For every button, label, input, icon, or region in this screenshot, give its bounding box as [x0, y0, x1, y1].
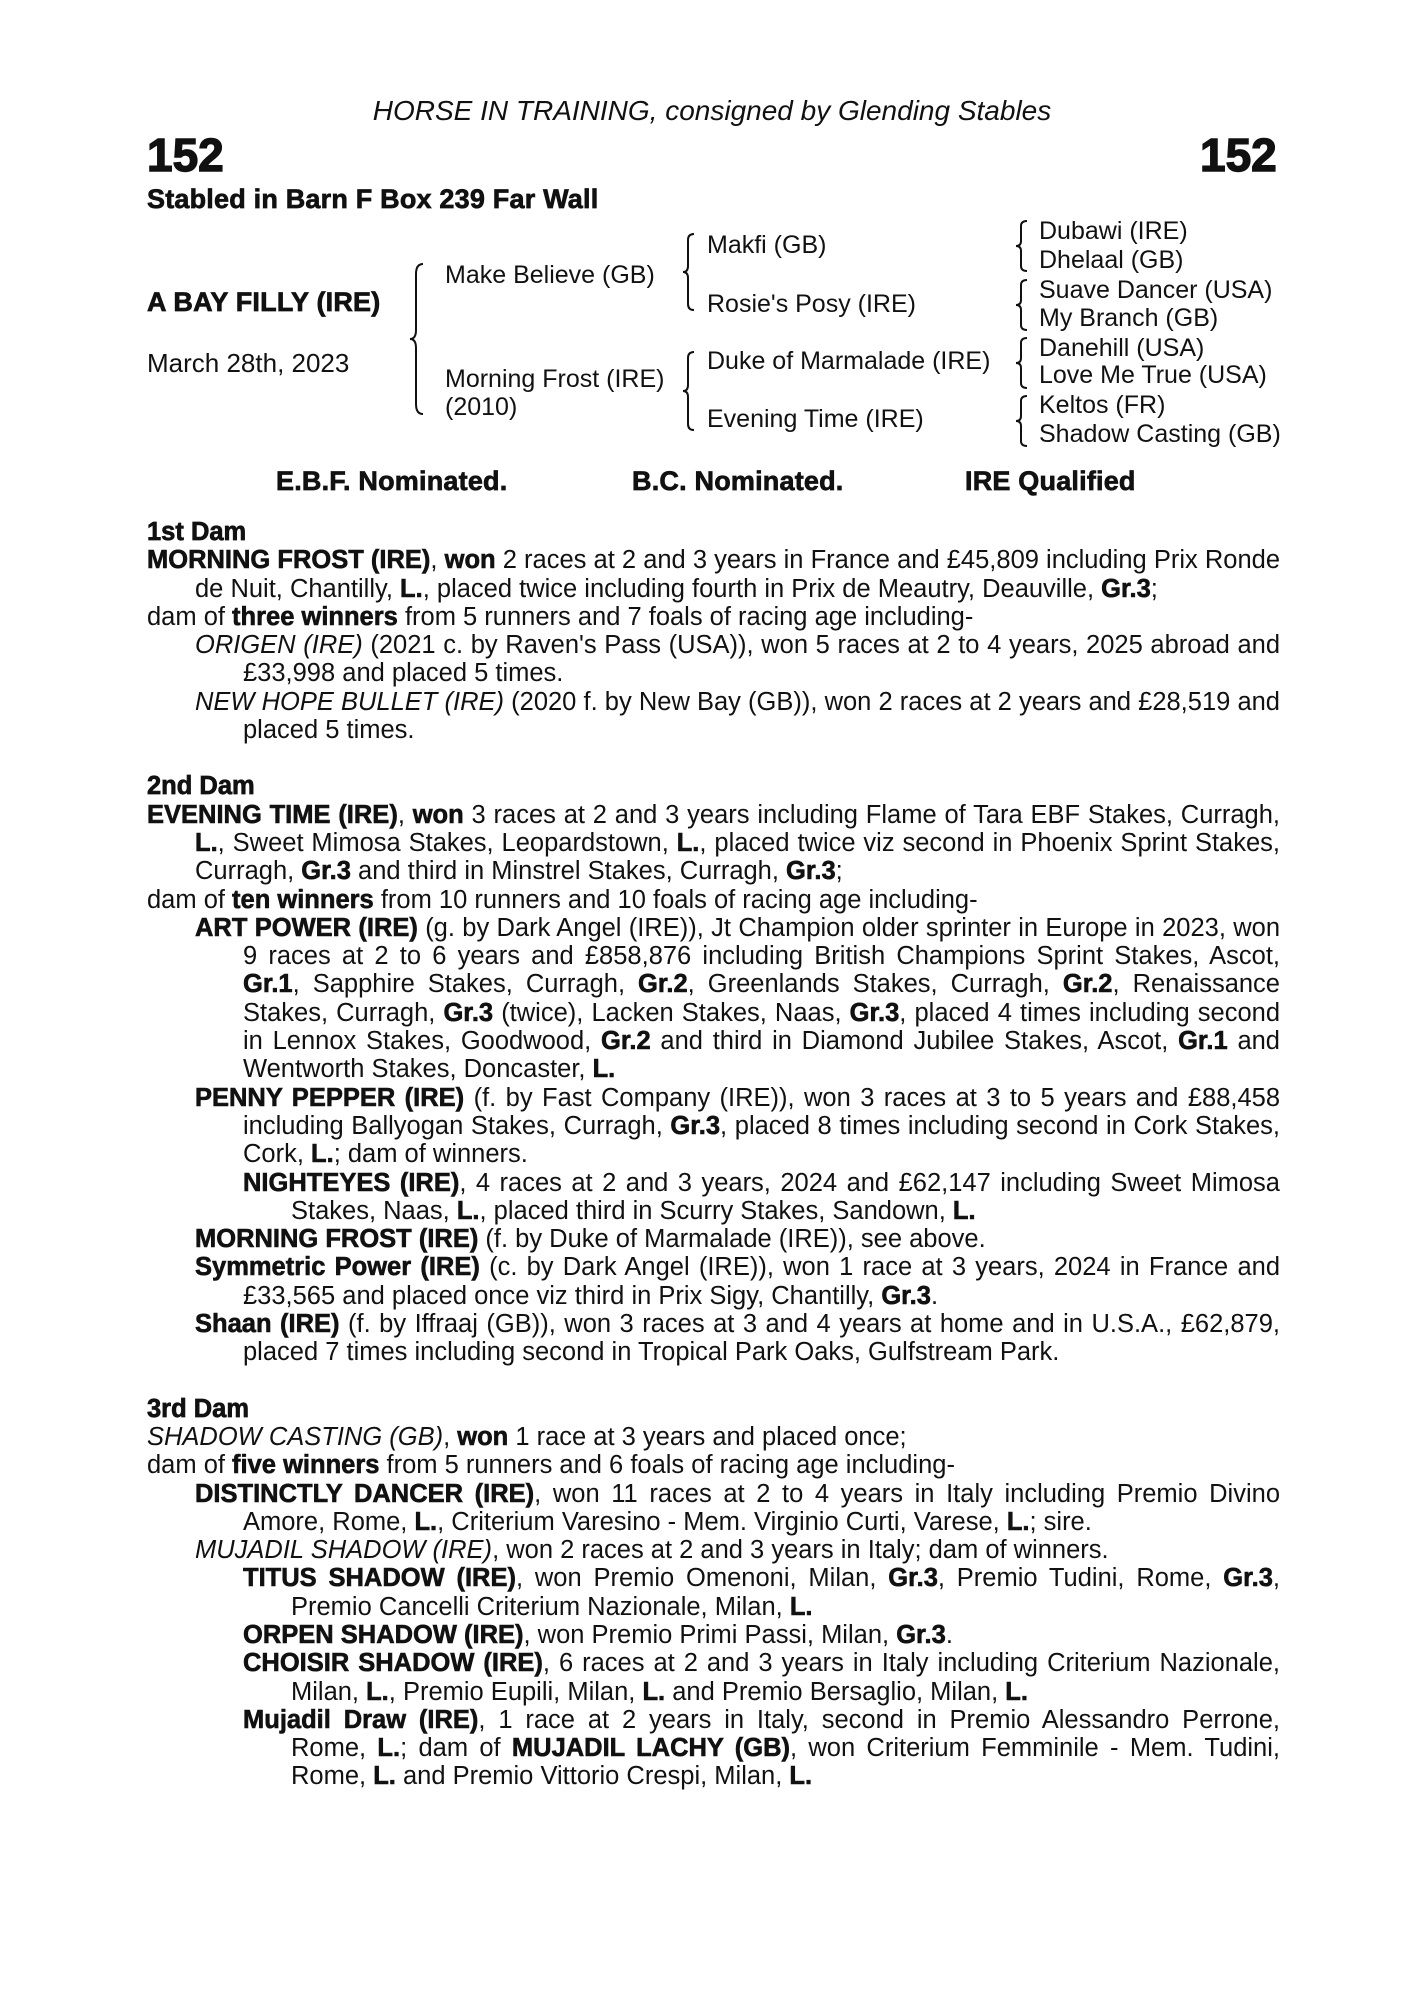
bold-run: CHOISIR SHADOW (IRE)	[243, 1649, 543, 1678]
text-run: , Sapphire Stakes, Curragh,	[292, 970, 639, 999]
pedigree-brace-dam	[681, 350, 697, 432]
record-paragraph	[147, 886, 1280, 914]
text-run: ,	[397, 800, 413, 829]
record-paragraph	[195, 1536, 1280, 1564]
record-paragraph	[243, 1649, 1280, 1706]
text-run: , 1 race at 2 years in Italy, second in Premio Alessandro Perrone, Rome,	[291, 1705, 1280, 1763]
bold-run: ten winners	[232, 885, 374, 914]
bold-run: Gr.1	[243, 970, 293, 999]
section-gap	[147, 1367, 1280, 1395]
record-paragraph	[195, 1225, 1280, 1253]
record-paragraph	[147, 546, 1280, 603]
text-run: from 5 runners and 7 foals of racing age including-	[397, 602, 974, 631]
bold-run: MORNING FROST (IRE)	[147, 546, 431, 575]
bold-run: L.	[311, 1140, 334, 1169]
text-run: .	[945, 1620, 953, 1649]
text-run: ;	[835, 857, 843, 886]
pedigree-great-grandparent: Love Me True (USA)	[1039, 361, 1267, 389]
italic-run: SHADOW CASTING (GB)	[147, 1422, 444, 1451]
horse-name: A BAY FILLY (IRE)	[147, 287, 381, 317]
text-run: and Wentworth Stakes, Doncaster,	[243, 1027, 1280, 1084]
bold-run: Gr.3	[888, 1564, 938, 1593]
text-run: , Premio Tudini, Rome,	[937, 1564, 1224, 1593]
pedigree-brace-main	[408, 262, 428, 416]
bold-run: won	[444, 546, 496, 575]
bold-run: won	[412, 800, 464, 829]
stabling-location: Stabled in Barn F Box 239 Far Wall	[147, 184, 599, 214]
pedigree-great-grandparent: My Branch (GB)	[1039, 304, 1219, 332]
bold-run: Symmetric Power (IRE)	[195, 1253, 480, 1282]
text-run: (f. by Iffraaj (GB)), won 3 races at 3 and 4 years at home and in U.S.A., £62,879, placed 7 times including second in Tropical Park Oaks, Gulfstream Park.	[243, 1310, 1280, 1367]
dam-section-heading: 2nd Dam	[147, 772, 255, 801]
text-run: dam of	[147, 885, 233, 914]
text-run: 3 races at 2 and 3 years including Flame of Tara EBF Stakes, Curragh,	[463, 800, 1280, 829]
italic-run: MUJADIL SHADOW (IRE)	[195, 1536, 493, 1565]
bold-run: Shaan (IRE)	[195, 1310, 340, 1339]
record-paragraph	[147, 603, 1280, 631]
bold-run: DISTINCTLY DANCER (IRE)	[195, 1479, 535, 1508]
record-paragraph	[195, 1084, 1280, 1169]
text-run: , won Criterium Femminile - Mem. Tudini, Rome,	[291, 1734, 1280, 1791]
text-run: (g. by Dark Angel (IRE)), Jt Champion older sprinter in Europe in 2023, won 9 races at 2 to 6 years and £858,876 including British Champions Sprint Stakes, Ascot,	[243, 913, 1280, 971]
bold-run: Gr.3	[896, 1620, 946, 1649]
bold-run: Gr.3	[1223, 1564, 1273, 1593]
text-run: from 10 runners and 10 foals of racing age including-	[373, 885, 978, 914]
record-paragraph	[147, 1451, 1280, 1479]
dam-section-heading: 3rd Dam	[147, 1394, 250, 1423]
bold-run: L.	[400, 574, 423, 603]
italic-run: NEW HOPE BULLET (IRE)	[195, 687, 505, 716]
nomination-ire-qualified: IRE Qualified	[965, 466, 1136, 496]
bold-run: L.	[377, 1734, 401, 1763]
bold-run: Mujadil Draw (IRE)	[243, 1705, 479, 1734]
text-run: ,	[443, 1422, 458, 1451]
text-run: (2020 f. by New Bay (GB)), won 2 races at 2 years and £28,519 and placed 5 times.	[243, 687, 1280, 745]
record-paragraph	[195, 1253, 1280, 1310]
pedigree-sire: Make Believe (GB)	[445, 261, 655, 289]
bold-run: five winners	[232, 1451, 380, 1480]
bold-run: L.	[592, 1055, 616, 1084]
bold-run: L.	[789, 1762, 813, 1791]
text-run: , Premio Cancelli Criterium Nazionale, Milan,	[291, 1564, 1280, 1621]
record-paragraph	[195, 914, 1280, 1084]
text-run: ; dam of	[400, 1734, 512, 1763]
text-run: , 4 races at 2 and 3 years, 2024 and £62,147 including Sweet Mimosa Stakes, Naas,	[291, 1168, 1280, 1225]
lot-number-left: 152	[147, 129, 224, 181]
bold-run: EVENING TIME (IRE)	[147, 800, 398, 829]
bold-run: Gr.2	[1062, 970, 1113, 999]
bold-run: NIGHTEYES (IRE)	[243, 1168, 460, 1197]
bold-run: Gr.3	[301, 857, 351, 886]
bold-run: Gr.3	[849, 998, 900, 1027]
record-paragraph	[195, 631, 1280, 688]
pedigree-brace-gg2	[1014, 278, 1030, 332]
pedigree-brace-gg4	[1014, 394, 1030, 448]
text-run: 2 races at 2 and 3 years in France and £45,809 including Prix Ronde de Nuit, Chantilly,	[195, 546, 1280, 603]
text-run: (twice), Lacken Stakes, Naas,	[493, 998, 850, 1027]
record-paragraph	[195, 688, 1280, 745]
record-paragraph	[147, 801, 1280, 886]
pedigree-great-grandparent: Shadow Casting (GB)	[1039, 420, 1281, 448]
text-run: dam of	[147, 602, 233, 631]
bold-run: L.	[366, 1677, 389, 1706]
record-paragraph	[147, 1423, 1280, 1451]
text-run: and third in Diamond Jubilee Stakes, Ascot,	[650, 1027, 1179, 1056]
record-paragraph	[243, 1621, 1280, 1649]
record-paragraph	[243, 1706, 1280, 1791]
record-paragraph	[195, 1480, 1280, 1537]
text-run: .	[930, 1281, 939, 1310]
bold-run: Gr.3	[670, 1111, 721, 1140]
text-run: and third in Minstrel Stakes, Curragh,	[350, 857, 787, 886]
dam-section-heading: 1st Dam	[147, 518, 247, 546]
text-run: , won 11 races at 2 to 4 years in Italy including Premio Divino Amore, Rome,	[243, 1479, 1280, 1536]
text-run: ; sire.	[1029, 1507, 1092, 1536]
text-run: , 6 races at 2 and 3 years in Italy including Criterium Nazionale, Milan,	[291, 1649, 1280, 1706]
record-paragraph	[243, 1564, 1280, 1621]
text-run: , won 2 races at 2 and 3 years in Italy; dam of winners.	[492, 1536, 1109, 1565]
bold-run: Gr.2	[601, 1027, 651, 1056]
text-run: dam of	[147, 1451, 233, 1480]
bold-run: L.	[789, 1592, 813, 1621]
bold-run: PENNY PEPPER (IRE)	[195, 1083, 465, 1112]
bold-run: Gr.3	[1101, 574, 1151, 603]
pedigree-great-grandparent: Suave Dancer (USA)	[1039, 276, 1273, 304]
bold-run: L.	[642, 1677, 666, 1706]
text-run: ; dam of winners.	[333, 1140, 528, 1169]
text-run: (c. by Dark Angel (IRE)), won 1 race at 3 years, 2024 in France and £33,565 and placed once viz third in Prix Sigy, Chantilly,	[243, 1253, 1281, 1310]
bold-run: three winners	[232, 602, 398, 631]
nomination-bc: B.C. Nominated.	[632, 466, 844, 496]
record-paragraph	[243, 1169, 1280, 1226]
bold-run: won	[457, 1422, 509, 1451]
text-run: , Greenlands Stakes, Curragh,	[687, 970, 1063, 999]
pedigree-sire-dam: Rosie's Posy (IRE)	[707, 290, 916, 318]
section-gap	[147, 744, 1280, 772]
text-run: (f. by Duke of Marmalade (IRE)), see above.	[478, 1225, 986, 1254]
bold-run: L.	[1005, 1677, 1028, 1706]
text-run: , placed 4 times including second in Lennox Stakes, Goodwood,	[243, 998, 1281, 1056]
text-run: , Criterium Varesino - Mem. Virginio Curti, Varese,	[437, 1507, 1007, 1536]
bold-run: ART POWER (IRE)	[195, 913, 418, 942]
bold-run: L.	[195, 828, 218, 857]
bold-run: Gr.1	[1178, 1027, 1228, 1056]
bold-run: L.	[952, 1196, 976, 1225]
bold-run: L.	[414, 1507, 438, 1536]
text-run: ;	[1150, 574, 1158, 603]
text-run: from 5 runners and 6 foals of racing age including-	[379, 1451, 955, 1480]
pedigree-sire-sire: Makfi (GB)	[707, 231, 827, 259]
pedigree-great-grandparent: Keltos (FR)	[1039, 391, 1166, 419]
pedigree-great-grandparent: Dubawi (IRE)	[1039, 217, 1188, 245]
text-run: , won Premio Omenoni, Milan,	[515, 1564, 889, 1593]
text-run: (2021 c. by Raven's Pass (USA)), won 5 races at 2 to 4 years, 2025 abroad and £33,998 and placed 5 times.	[243, 631, 1281, 688]
text-run: , placed twice including fourth in Prix de Meautry, Deauville,	[422, 574, 1102, 603]
pedigree-great-grandparent: Dhelaal (GB)	[1039, 246, 1184, 274]
bold-run: L.	[1006, 1507, 1030, 1536]
pedigree-great-grandparent: Danehill (USA)	[1039, 334, 1205, 362]
record-paragraph	[195, 1310, 1280, 1367]
pedigree-brace-gg1	[1014, 219, 1030, 273]
nomination-ebf: E.B.F. Nominated.	[276, 466, 508, 496]
bold-run: ORPEN SHADOW (IRE)	[243, 1620, 524, 1649]
text-run: , Sweet Mimosa Stakes, Leopardstown,	[217, 828, 677, 857]
bold-run: Gr.3	[881, 1281, 931, 1310]
produce-record	[147, 518, 1280, 1791]
bold-run: Gr.3	[786, 857, 836, 886]
text-run: and Premio Vittorio Crespi, Milan,	[395, 1762, 790, 1791]
lot-number-right: 152	[1200, 129, 1277, 181]
bold-run: MORNING FROST (IRE)	[195, 1225, 479, 1254]
text-run: (f. by Fast Company (IRE)), won 3 races at 3 to 5 years and £88,458 including Ballyogan Stakes, Curragh,	[243, 1083, 1281, 1140]
text-run: 1 race at 3 years and placed once;	[508, 1422, 907, 1451]
pedigree-dam-dam: Evening Time (IRE)	[707, 405, 924, 433]
pedigree-dam: Morning Frost (IRE)	[445, 365, 665, 393]
text-run: , Renaissance Stakes, Curragh,	[243, 970, 1280, 1027]
bold-run: L.	[456, 1196, 480, 1225]
text-run: , won Premio Primi Passi, Milan,	[523, 1620, 897, 1649]
bold-run: MUJADIL LACHY (GB)	[511, 1734, 790, 1763]
pedigree-brace-gg3	[1014, 336, 1030, 390]
pedigree-dam-sire: Duke of Marmalade (IRE)	[707, 347, 991, 375]
text-run: ,	[430, 546, 445, 575]
pedigree-brace-sire	[681, 232, 697, 312]
bold-run: L.	[676, 828, 700, 857]
text-run: , placed twice viz second in Phoenix Sprint Stakes, Curragh,	[195, 828, 1280, 886]
italic-run: ORIGEN (IRE)	[195, 631, 363, 660]
pedigree-dam-year: (2010)	[445, 393, 518, 421]
text-run: , placed third in Scurry Stakes, Sandown,	[479, 1196, 953, 1225]
text-run: , placed 8 times including second in Cork Stakes, Cork,	[243, 1111, 1281, 1169]
bold-run: L.	[373, 1762, 396, 1791]
bold-run: Gr.2	[638, 970, 688, 999]
text-run: and Premio Bersaglio, Milan,	[665, 1677, 1006, 1706]
consignor-line: HORSE IN TRAINING, consigned by Glending Stables	[372, 95, 1052, 126]
bold-run: TITUS SHADOW (IRE)	[243, 1564, 516, 1593]
text-run: , Premio Eupili, Milan,	[388, 1677, 643, 1706]
horse-foaling-date: March 28th, 2023	[147, 348, 350, 378]
bold-run: Gr.3	[443, 998, 494, 1027]
